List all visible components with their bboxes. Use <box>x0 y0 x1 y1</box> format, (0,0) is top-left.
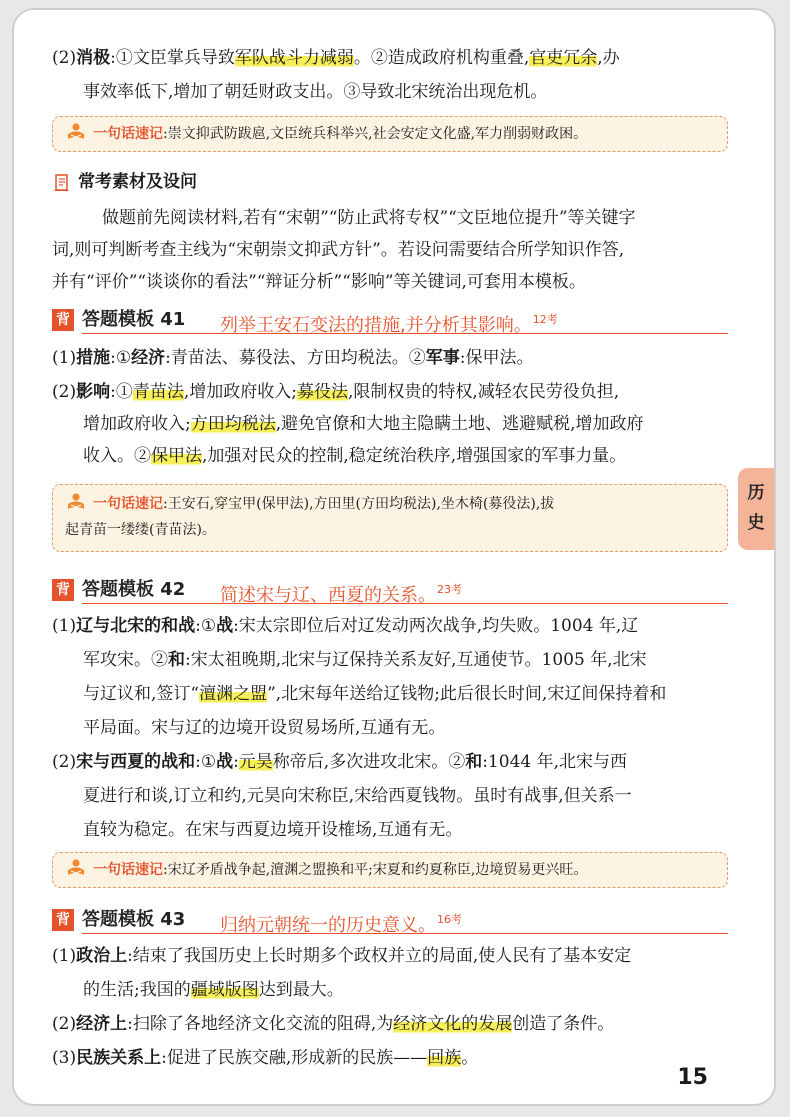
template-42-header <box>52 576 728 604</box>
tip-title: 一句话速记 <box>93 126 163 142</box>
answer-key: 消极 <box>76 48 111 68</box>
recite-badge: 背 <box>52 309 74 331</box>
header-rule <box>82 933 728 934</box>
item-number: (2) <box>52 1014 77 1034</box>
exam-count: 23考 <box>437 583 462 596</box>
tip-text: :宋辽矛盾战争起,澶渊之盟换和平;宋夏和约夏称臣,边境贸易更兴旺。 <box>163 862 588 878</box>
answer-text: 创造了条件。 <box>512 1014 615 1034</box>
highlight: 青苗法 <box>132 382 184 402</box>
answer-text: 达到最大。 <box>258 980 344 1000</box>
materials-paragraph-line-3: 并有“评价”“谈谈你的看法”“辩证分析”“影响”等关键词,可套用本模板。 <box>52 272 586 292</box>
answer-key: 经济 <box>131 348 166 368</box>
header-rule <box>82 603 728 604</box>
highlight: 官吏冗余 <box>529 48 598 68</box>
answer-text: :①文臣掌兵导致 <box>110 48 235 68</box>
answer-text: 。 <box>461 1048 479 1068</box>
highlight: 回族 <box>427 1048 462 1068</box>
answer-text: 与辽议和,签订“ <box>83 684 200 704</box>
highlight: 元昊 <box>238 752 273 772</box>
item-number: (2) <box>52 752 77 772</box>
t43-answer-3 <box>52 1046 478 1070</box>
answer-text: :青苗法、募役法、方田均税法。② <box>165 348 426 368</box>
t42-answer-2-line-3: 直较为稳定。在宋与西夏边境开设榷场,互通有无。 <box>83 820 463 840</box>
t42-answer-1-line-2 <box>83 648 647 672</box>
answer-key: 和 <box>465 752 483 772</box>
highlight: 方田均税法 <box>190 414 276 434</box>
answer-text: :① <box>195 752 217 772</box>
answer-text: ,加强对民众的控制,稳定统治秩序,增强国家的军事力量。 <box>202 446 627 466</box>
item-number: (1) <box>52 946 77 966</box>
t43-answer-1-line-2 <box>83 978 344 1002</box>
answer-key: 战 <box>216 752 234 772</box>
recite-badge: 背 <box>52 579 74 601</box>
item-number: (2) <box>52 48 77 68</box>
answer-key: 军事 <box>425 348 460 368</box>
tip-title: 一句话速记 <box>93 862 163 878</box>
page <box>12 8 776 1106</box>
highlight: 疆域版图 <box>190 980 259 1000</box>
tip-text: :王安石,穿宝甲(保甲法),方田里(方田均税法),坐木椅(募役法),拔 <box>163 496 555 512</box>
answer-text: :宋太祖晚期,北宋与辽保持关系友好,互通使节。1005 年,北宋 <box>185 650 647 670</box>
template-title: 答题模板 42 <box>82 579 186 600</box>
t42-answer-1-line-1 <box>52 614 638 638</box>
t42-answer-1-line-4: 平局面。宋与辽的边境开设贸易场所,互通有无。 <box>83 718 446 738</box>
t42-answer-2-line-1 <box>52 750 627 774</box>
page-number: 15 <box>677 1065 708 1090</box>
tip-title: 一句话速记 <box>93 496 163 512</box>
memory-tip <box>52 484 728 552</box>
materials-paragraph-line-2: 词,则可判断考查主线为“宋朝崇文抑武方针”。若设问需要结合所学知识作答, <box>52 240 625 260</box>
memory-tip <box>52 852 728 888</box>
t43-answer-2 <box>52 1012 614 1036</box>
materials-paragraph-line-1: 做题前先阅读材料,若有“宋朝”“防止武将专权”“文臣地位提升”等关键字 <box>102 208 636 228</box>
t41-answer-2-line-1 <box>52 380 619 404</box>
item-number: (1) <box>52 348 77 368</box>
template-title: 答题模板 41 <box>82 309 186 330</box>
highlight: 经济文化的发展 <box>393 1014 513 1034</box>
reader-icon <box>65 859 87 877</box>
answer-text: 。②造成政府机构重叠, <box>353 48 530 68</box>
item-number: (2) <box>52 382 77 402</box>
t41-answer-2-line-2 <box>83 412 644 436</box>
answer-text: ,增加政府收入; <box>183 382 297 402</box>
answer-text: 增加政府收入; <box>83 414 191 434</box>
t43-answer-1-line-1 <box>52 944 631 968</box>
exam-count: 16考 <box>437 913 462 926</box>
answer-key: 和 <box>168 650 185 670</box>
prev-answer-line-1 <box>52 46 620 70</box>
answer-text: :保甲法。 <box>459 348 534 368</box>
answer-key: 措施 <box>76 348 111 368</box>
answer-key: 战 <box>216 616 234 636</box>
answer-text: :① <box>110 382 133 402</box>
answer-text: ,避免官僚和大地主隐瞒土地、逃避赋税,增加政府 <box>275 414 644 434</box>
answer-text: 称帝后,多次进攻北宋。② <box>272 752 466 772</box>
highlight: 澶渊之盟 <box>199 684 268 704</box>
answer-text: 军攻宋。② <box>83 650 168 670</box>
question-text: 归纳元朝统一的历史意义。 <box>220 915 436 936</box>
exam-count: 12考 <box>532 313 558 326</box>
reader-icon <box>65 123 87 141</box>
t42-answer-1-line-3 <box>83 682 666 706</box>
template-43-header <box>52 906 728 934</box>
highlight: 募役法 <box>296 382 348 402</box>
tip-text: :崇文抑武防跋扈,文臣统兵科举兴,社会安定文化盛,军力削弱财政困。 <box>163 126 588 142</box>
answer-text: ”,北宋每年送给辽钱物;此后很长时间,宋辽间保持着和 <box>267 684 667 704</box>
memory-tip <box>52 116 728 152</box>
highlight: 军队战斗力减弱 <box>234 48 354 68</box>
reader-icon <box>65 493 87 511</box>
answer-text: :宋太宗即位后对辽发动两次战争,均失败。1004 年,辽 <box>233 616 639 636</box>
t41-answer-1 <box>52 346 534 370</box>
prev-answer-line-2: 事效率低下,增加了朝廷财政支出。③导致北宋统治出现危机。 <box>83 82 548 102</box>
recite-badge: 背 <box>52 909 74 931</box>
highlight: 保甲法 <box>151 446 202 466</box>
question-text: 列举王安石变法的措施,并分析其影响。 <box>220 315 532 336</box>
answer-key: 政治上 <box>76 946 128 966</box>
tip-line-2: 起青苗一缕缕(青苗法)。 <box>65 522 216 538</box>
template-41-header <box>52 306 728 334</box>
header-rule <box>82 333 728 334</box>
item-number: (3) <box>52 1048 77 1068</box>
answer-text: 收入。② <box>83 446 151 466</box>
answer-text: 的生活;我国的 <box>83 980 191 1000</box>
answer-text: :促进了民族交融,形成新的民族—— <box>161 1048 428 1068</box>
answer-text: :结束了我国历史上长时期多个政权并立的局面,使人民有了基本安定 <box>127 946 632 966</box>
t41-answer-2-line-3 <box>83 444 626 468</box>
answer-key: 宋与西夏的战和 <box>76 752 196 772</box>
item-number: (1) <box>52 616 77 636</box>
materials-heading: 常考素材及设问 <box>78 172 197 192</box>
template-title: 答题模板 43 <box>82 909 186 930</box>
question-text: 简述宋与辽、西夏的关系。 <box>220 585 436 606</box>
tip-line-1 <box>65 491 717 517</box>
answer-text: :1044 年,北宋与西 <box>482 752 628 772</box>
answer-key: 辽与北宋的和战 <box>76 616 196 636</box>
subject-tab-char: 历 <box>747 483 765 503</box>
t42-answer-2-line-2: 夏进行和谈,订立和约,元昊向宋称臣,宋给西夏钱物。虽时有战事,但关系一 <box>83 786 632 806</box>
answer-key: 经济上 <box>76 1014 128 1034</box>
subject-tab-char: 史 <box>747 513 765 533</box>
answer-text: ,限制权贵的特权,减轻农民劳役负担, <box>347 382 620 402</box>
answer-text: :扫除了各地经济文化交流的阻碍,为 <box>127 1014 394 1034</box>
answer-text: :① <box>195 616 217 636</box>
answer-text: : <box>233 752 239 772</box>
subject-tab[interactable] <box>738 468 774 550</box>
answer-text: ,办 <box>597 48 620 68</box>
answer-key: 影响 <box>76 382 111 402</box>
answer-text: :① <box>110 348 132 368</box>
document-icon <box>54 174 70 192</box>
answer-key: 民族关系上 <box>76 1048 162 1068</box>
